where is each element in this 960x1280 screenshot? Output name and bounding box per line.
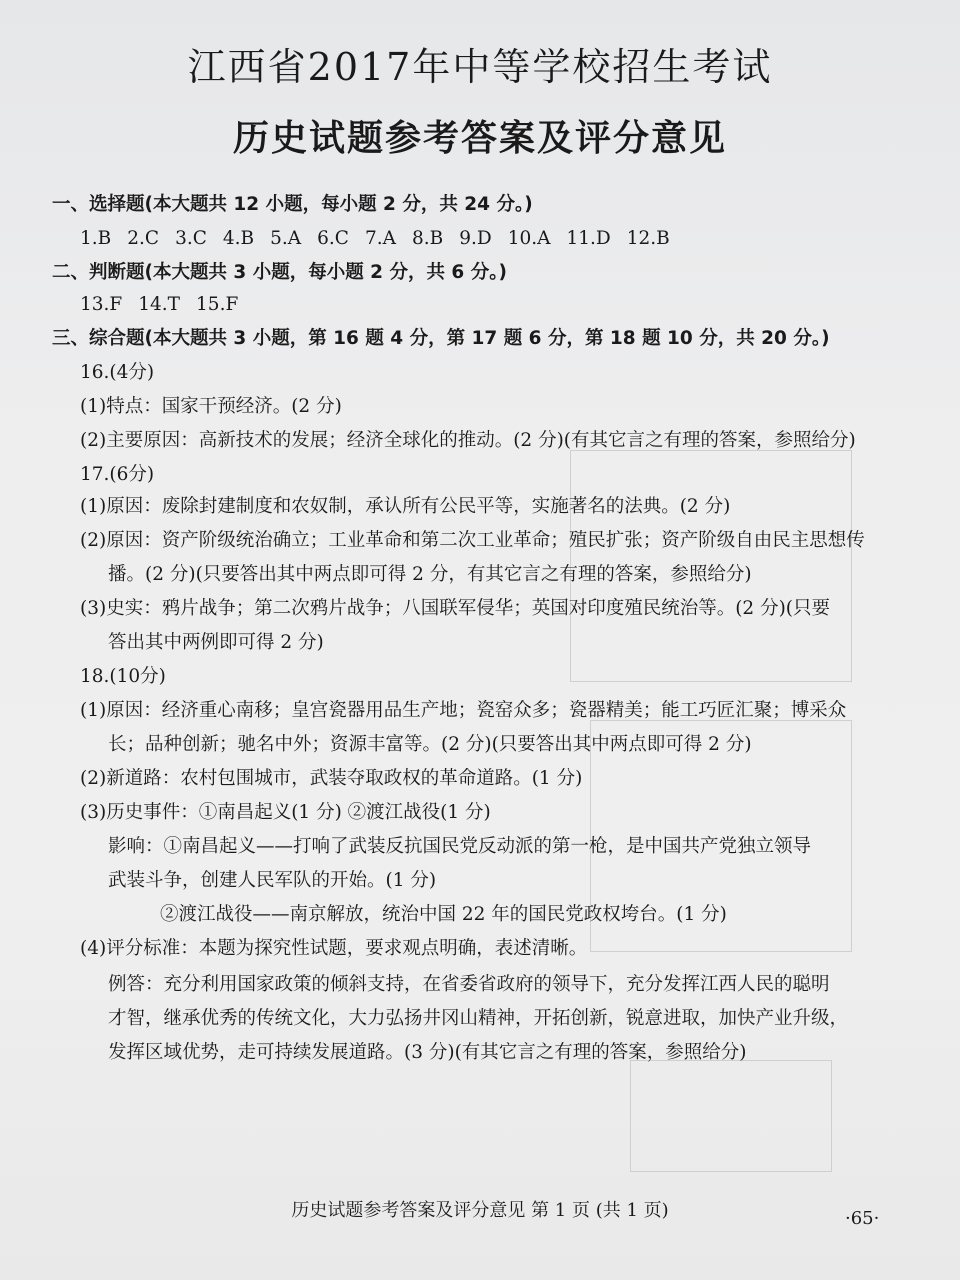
q17-answer-3b: 答出其中两例即可得 2 分) — [108, 632, 324, 653]
question-17-label: 17.(6分) — [80, 464, 155, 485]
q17-answer-2b: 播。(2 分)(只要答出其中两点即可得 2 分，有其它言之有理的答案，参照给分) — [108, 564, 752, 585]
document-title: 江西省2017年中等学校招生考试 — [187, 45, 773, 89]
section1-answer-item: 1.B — [80, 228, 112, 249]
question-18-label: 18.(10分) — [80, 666, 166, 687]
section2-answer-item: 13.F — [80, 294, 123, 315]
section1-answer-item: 4.B — [222, 228, 255, 249]
q18-impact-2: ②渡江战役——南京解放，统治中国 22 年的国民党政权垮台。(1 分) — [160, 904, 727, 925]
section1-answer-item: 11.D — [566, 228, 611, 249]
question-16-label: 16.(4分) — [80, 362, 155, 383]
section1-answer-item: 5.A — [270, 228, 302, 249]
q18-answer-4: (4)评分标准：本题为探究性试题，要求观点明确，表述清晰。 — [80, 938, 588, 959]
section-1-heading: 一、选择题(本大题共 12 小题，每小题 2 分，共 24 分。) — [52, 194, 533, 215]
q18-impact-1b: 武装斗争，创建人民军队的开始。(1 分) — [108, 870, 437, 891]
q18-answer-3: (3)历史事件：①南昌起义(1 分) ②渡江战役(1 分) — [80, 802, 491, 823]
section1-answer-item: 3.C — [175, 228, 207, 249]
q17-answer-2a: (2)原因：资产阶级统治确立；工业革命和第二次工业革命；殖民扩张；资产阶级自由民主思想传 — [80, 530, 865, 551]
section1-answer-item: 9.D — [459, 228, 492, 249]
document-subtitle: 历史试题参考答案及评分意见 — [232, 118, 727, 159]
q18-answer-1b: 长；品种创新；驰名中外；资源丰富等。(2 分)(只要答出其中两点即可得 2 分) — [108, 734, 752, 755]
section1-answer-item: 10.A — [507, 228, 551, 249]
q18-example-c: 发挥区域优势，走可持续发展道路。(3 分)(有其它言之有理的答案，参照给分) — [108, 1042, 747, 1063]
section2-answer-item: 14.T — [138, 294, 181, 315]
q18-answer-1a: (1)原因：经济重心南移；皇宫瓷器用品生产地；瓷窑众多；瓷器精美；能工巧匠汇聚；博采众 — [80, 700, 847, 721]
section1-answer-item: 8.B — [411, 228, 444, 249]
q16-answer-1: (1)特点：国家干预经济。(2 分) — [80, 396, 342, 417]
section2-answer-item: 15.F — [196, 294, 239, 315]
q17-answer-1: (1)原因：废除封建制度和农奴制，承认所有公民平等，实施著名的法典。(2 分) — [80, 496, 731, 517]
section1-answer-item: 2.C — [127, 228, 160, 249]
section-2-heading: 二、判断题(本大题共 3 小题，每小题 2 分，共 6 分。) — [52, 262, 507, 283]
q17-answer-3a: (3)史实：鸦片战争；第二次鸦片战争；八国联军侵华；英国对印度殖民统治等。(2 分)(只要 — [80, 598, 831, 619]
section1-answer-item: 12.B — [626, 228, 670, 249]
section1-answer-item: 7.A — [364, 228, 396, 249]
q18-impact-1a: 影响：①南昌起义——打响了武装反抗国民党反动派的第一枪，是中国共产党独立领导 — [108, 836, 812, 857]
q18-example-b: 才智，继承优秀的传统文化，大力弘扬井冈山精神，开拓创新，锐意进取，加快产业升级， — [108, 1008, 849, 1029]
page-footer: 历史试题参考答案及评分意见 第 1 页 (共 1 页) — [291, 1200, 669, 1221]
bleedthrough-figure-3 — [630, 1060, 832, 1172]
section-3-heading: 三、综合题(本大题共 3 小题，第 16 题 4 分，第 17 题 6 分，第 18 题 10 分，共 20 分。) — [52, 328, 830, 349]
section1-answer-item: 6.C — [317, 228, 349, 249]
q16-answer-2: (2)主要原因：高新技术的发展；经济全球化的推动。(2 分)(有其它言之有理的答案，参照给分) — [80, 430, 856, 451]
page-number: ·65· — [845, 1208, 880, 1229]
q18-answer-2: (2)新道路：农村包围城市，武装夺取政权的革命道路。(1 分) — [80, 768, 583, 789]
section-2-answers — [80, 292, 254, 318]
section-1-answers — [80, 226, 686, 252]
q18-example-a: 例答：充分利用国家政策的倾斜支持，在省委省政府的领导下，充分发挥江西人民的聪明 — [108, 974, 830, 995]
